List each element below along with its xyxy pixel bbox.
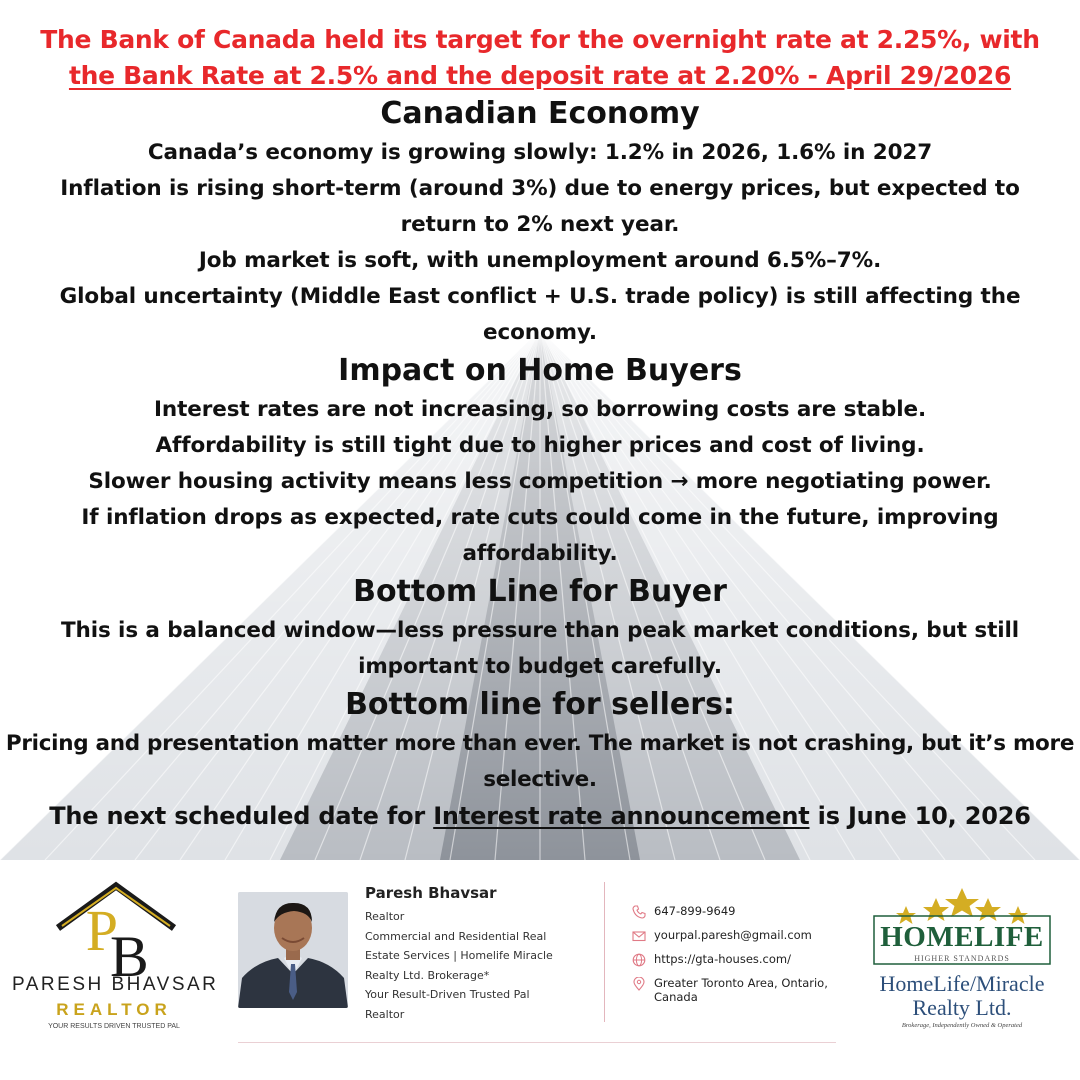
signature-services-line-1: Commercial and Residential Real xyxy=(365,929,547,943)
contact-location xyxy=(632,976,852,1004)
monogram-b: B xyxy=(110,924,149,989)
homelife-company-name: HomeLife/Miracle Realty Ltd. xyxy=(879,971,1045,1020)
phone-number: 647-899-9649 xyxy=(654,904,736,918)
homelife-tagline: HIGHER STANDARDS xyxy=(914,954,1010,963)
signature-role: Realtor xyxy=(365,1007,405,1021)
next-date-prefix: The next scheduled date for xyxy=(49,802,434,830)
interest-rate-announcement-link[interactable]: Interest rate announcement xyxy=(433,802,810,830)
location-text: Greater Toronto Area, Ontario, Canada xyxy=(654,976,828,1004)
headline-line-2: the Bank Rate at 2.5% and the deposit rate at 2.20% - April 29/2026 xyxy=(68,61,1012,90)
signature-card xyxy=(365,884,595,1025)
email-signature-footer xyxy=(0,866,1080,1080)
headline-line-1: The Bank of Canada held its target for the overnight rate at 2.25%, with xyxy=(40,25,1040,54)
brand-tagline: YOUR RESULTS DRIVEN TRUSTED PAL xyxy=(48,1023,180,1030)
section-title-bottom-line-buyer: Bottom Line for Buyer xyxy=(353,574,727,609)
next-announcement-date xyxy=(0,798,1080,834)
map-pin-icon xyxy=(632,977,646,991)
phone-icon xyxy=(632,905,646,919)
buyers-rate-cuts-text: If inflation drops as expected, rate cuts could come in the future, improving affordability. xyxy=(81,505,999,566)
contact-website[interactable] xyxy=(632,952,852,967)
email-address: yourpal.paresh@gmail.com xyxy=(654,928,812,942)
economy-jobs-text: Job market is soft, with unemployment around 6.5%–7%. xyxy=(198,248,882,273)
signature-name: Paresh Bhavsar xyxy=(365,884,497,902)
buyers-competition-text: Slower housing activity means less competition → more negotiating power. xyxy=(88,469,992,494)
section-title-canadian-economy: Canadian Economy xyxy=(380,96,700,131)
buyers-rates-text: Interest rates are not increasing, so borrowing costs are stable. xyxy=(153,397,927,422)
contact-phone[interactable] xyxy=(632,904,852,919)
vertical-divider xyxy=(604,882,605,1022)
contact-list xyxy=(632,904,852,1013)
economy-growth-text: Canada’s economy is growing slowly: 1.2% in 2026, 1.6% in 2027 xyxy=(147,140,933,165)
buyer-bottom-line-text: This is a balanced window—less pressure than peak market conditions, but still important to budget carefully. xyxy=(60,618,1020,679)
portrait-icon xyxy=(238,892,348,1008)
brand-role: REALTOR xyxy=(56,1000,172,1019)
monogram-p: P xyxy=(85,898,118,963)
contact-email[interactable] xyxy=(632,928,852,943)
signature-slogan: Your Result-Driven Trusted Pal xyxy=(365,988,530,1002)
section-title-bottom-line-sellers: Bottom line for sellers: xyxy=(345,687,735,722)
brand-name: PARESH BHAVSAR xyxy=(12,974,219,995)
homelife-brokerage-note: Brokerage, Independently Owned & Operated xyxy=(901,1022,1023,1029)
section-title-home-buyers: Impact on Home Buyers xyxy=(338,353,742,388)
homelife-logo xyxy=(866,884,1066,1064)
horizontal-divider xyxy=(238,1042,836,1043)
homelife-wordmark: HOMELIFE xyxy=(880,921,1044,953)
economy-inflation-text: Inflation is rising short-term (around 3%) due to energy prices, but expected to return to 2% next year. xyxy=(60,176,1020,237)
buyers-affordability-text: Affordability is still tight due to higher prices and cost of living. xyxy=(155,433,925,458)
economy-uncertainty-text: Global uncertainty (Middle East conflict + U.S. trade policy) is still affecting the economy. xyxy=(59,284,1021,345)
signature-brokerage: Realty Ltd. Brokerage* xyxy=(365,968,490,982)
signature-services-line-2: Estate Services | Homelife Miracle xyxy=(365,949,553,963)
signature-title: Realtor xyxy=(365,910,405,923)
next-date-suffix: is June 10, 2026 xyxy=(809,802,1031,830)
globe-icon xyxy=(632,953,646,967)
website-url: https://gta-houses.com/ xyxy=(654,952,791,966)
mail-icon xyxy=(632,929,646,943)
sellers-bottom-line-text: Pricing and presentation matter more than ever. The market is not crashing, but it’s more selective. xyxy=(5,731,1075,792)
realtor-photo xyxy=(238,892,348,1008)
